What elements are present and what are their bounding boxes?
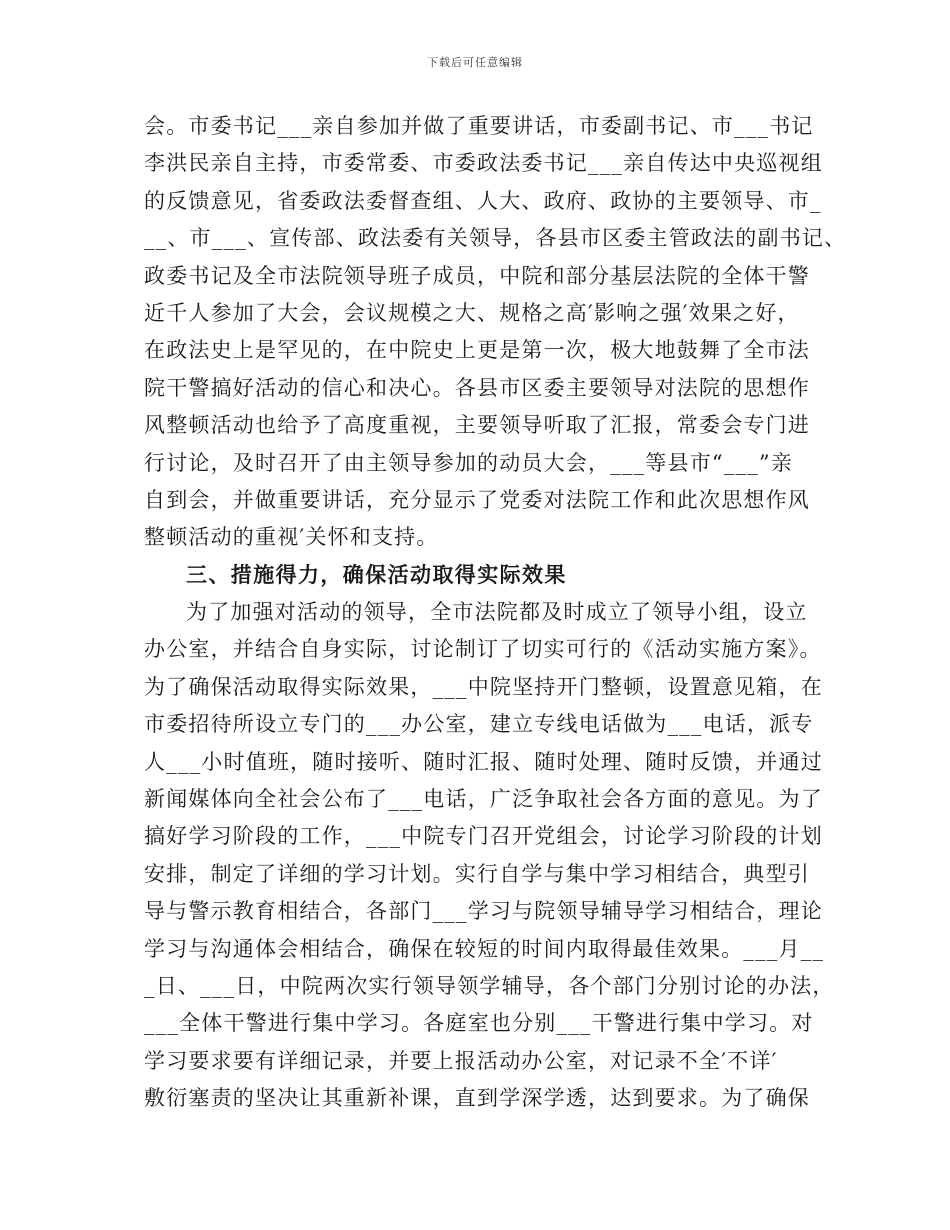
text-line-19: 搞好学习阶段的工作，___中院专门召开党组会，讨论学习阶段的计划 — [144, 824, 823, 849]
document-body — [144, 108, 847, 1118]
text-line-11: 自到会，并做重要讲话，充分显示了党委对法院工作和此次思想作风 — [144, 487, 810, 512]
text-line-2: 李洪民亲自主持，市委常委、市委政法委书记___亲自传达中央巡视组 — [144, 151, 823, 176]
text-line-8: 院干警搞好活动的信心和决心。各县市区委主要领导对法院的思想作 — [144, 375, 810, 400]
text-line-6: 近千人参加了大会，会议规模之大、规格之高′影响之强′效果之好， — [144, 300, 800, 325]
text-line-12: 整顿活动的重视′关怀和支持。 — [144, 525, 439, 550]
text-line-1: 会。市委书记___亲自参加并做了重要讲话，市委副书记、市___书记 — [144, 114, 814, 138]
text-line-15: 为了确保活动取得实际效果，___中院坚持开门整顿，设置意见箱，在 — [144, 674, 823, 699]
text-line-13: 为了加强对活动的领导，全市法院都及时成立了领导小组，设立 — [186, 600, 808, 625]
text-line-25: 学习要求要有详细记录，并要上报活动办公室，对记录不全′不详′ — [144, 1048, 778, 1073]
text-line-24: ___全体干警进行集中学习。各庭室也分别___干警进行集中学习。对 — [144, 1011, 814, 1036]
text-line-10: 行讨论，及时召开了由主领导参加的动员大会，___等县市“___”亲 — [144, 450, 794, 475]
text-line-21: 导与警示教育相结合，各部门___学习与院领导辅导学习相结合，理论 — [144, 899, 823, 924]
text-line-17: 人___小时值班，随时接听、随时汇报、随时处理、随时反馈，并通过 — [144, 749, 823, 774]
text-line-14: 办公室，并结合自身实际，讨论制订了切实可行的《活动实施方案》。 — [144, 637, 822, 662]
section-heading: 三、措施得力，确保活动取得实际效果 — [186, 562, 567, 587]
text-line-18: 新闻媒体向全社会公布了___电话，广泛争取社会各方面的意见。为了 — [144, 787, 823, 812]
text-line-26: 敷衍塞责的坚决让其重新补课，直到学深学透，达到要求。为了确保 — [144, 1086, 810, 1111]
text-line-22: 学习与沟通体会相结合，确保在较短的时间内取得最佳效果。___月__ — [144, 936, 825, 961]
text-line-3: 的反馈意见，省委政法委督查组、人大、政府、政协的主要领导、市_ — [144, 188, 822, 213]
text-line-20: 安排，制定了详细的学习计划。实行自学与集中学习相结合，典型引 — [144, 861, 810, 886]
text-line-23: _日、___日，中院两次实行领导领学辅导，各个部门分别讨论的办法， — [144, 973, 835, 998]
text-line-4: __、市___、宣传部、政法委有关领导，各县市区委主管政法的副书记、 — [144, 226, 847, 251]
text-line-5: 政委书记及全市法院领导班子成员，中院和部分基层法院的全体干警 — [144, 263, 810, 288]
text-line-9: 风整顿活动也给予了高度重视，主要领导听取了汇报，常委会专门进 — [144, 413, 810, 438]
text-line-16: 市委招待所设立专门的___办公室，建立专线电话做为___电话，派专 — [144, 712, 814, 737]
text-line-7: 在政法史上是罕见的，在中院史上更是第一次，极大地鼓舞了全市法 — [144, 338, 810, 363]
page-header: 下载后可任意编辑 — [427, 56, 523, 69]
